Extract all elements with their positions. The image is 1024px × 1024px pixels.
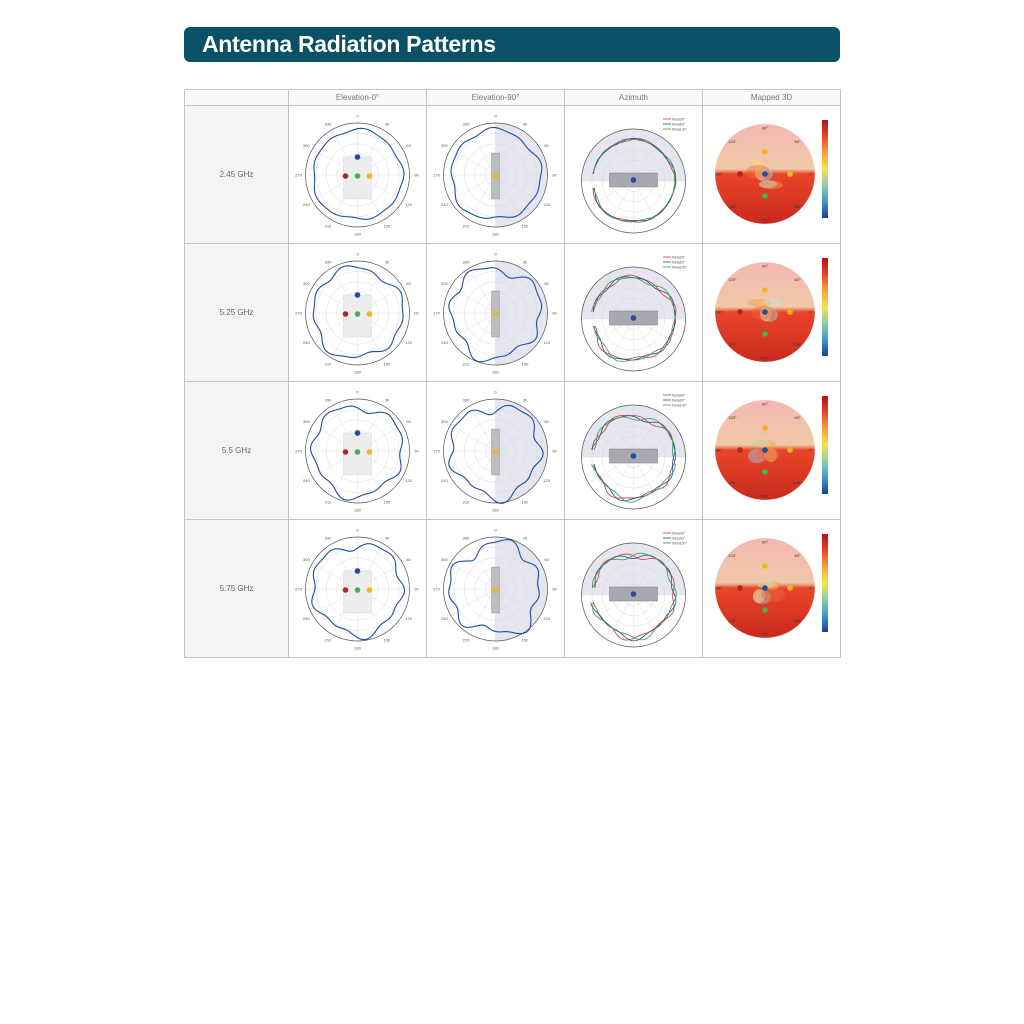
elevation-90-plot (427, 520, 565, 658)
angle-label: 120 (405, 340, 412, 345)
angle-label: 90 (552, 586, 557, 592)
plot-svg (703, 106, 840, 243)
angle-label: 60° (794, 414, 801, 420)
angle-label: 90 (552, 448, 557, 454)
marker-dot (355, 587, 361, 593)
azimuth-legend (663, 117, 688, 131)
angle-label: 150 (521, 223, 529, 229)
header-mapped-3d: Mapped 3D (703, 90, 841, 106)
azimuth-plot (565, 106, 703, 244)
angle-label: 60 (544, 419, 549, 424)
marker-dot (631, 453, 637, 459)
legend-label: theta60° (672, 122, 686, 127)
angle-label: 210 (462, 637, 470, 643)
angle-label: 180° (714, 447, 724, 453)
legend-label: theta90° (672, 255, 686, 260)
angle-label: 30 (522, 259, 528, 265)
angle-label: 120° (728, 552, 737, 558)
plot-svg (703, 520, 840, 657)
marker-dot (762, 149, 768, 155)
angle-label: 270 (295, 172, 302, 178)
marker-dots (493, 311, 499, 317)
angle-label: 60 (406, 557, 411, 562)
angle-label: 180 (354, 369, 361, 375)
marker-dot (355, 568, 361, 574)
angle-label: 60 (406, 143, 411, 148)
angle-label: 330 (324, 259, 332, 265)
colorbar (822, 534, 828, 632)
angle-label: 240 (441, 340, 448, 345)
legend-label: theta100° (672, 265, 688, 270)
legend-label: theta60° (672, 260, 686, 265)
frequency-label: 5.25 GHz (185, 244, 289, 382)
marker-dot (493, 311, 499, 317)
angle-label: 30 (384, 121, 390, 127)
angle-label: 330 (462, 397, 470, 403)
angle-label: 0 (356, 251, 359, 257)
marker-dot (493, 173, 499, 179)
marker-dot (343, 173, 349, 179)
angle-label: 60 (406, 281, 411, 286)
angle-label: 60 (544, 281, 549, 286)
marker-dot (762, 563, 768, 569)
angle-label: 270° (760, 355, 770, 361)
legend-label: theta60° (672, 398, 686, 403)
angle-label: 270 (295, 448, 302, 454)
angle-label: 330 (462, 121, 470, 127)
angle-label: 180 (492, 231, 499, 237)
marker-dot (355, 154, 361, 160)
angle-label: 90 (552, 310, 557, 316)
angle-label: 150 (383, 223, 391, 229)
marker-dot (737, 447, 743, 453)
marker-dot (787, 171, 793, 177)
angle-label: 60 (544, 557, 549, 562)
colorbar (822, 258, 828, 356)
marker-dots (631, 591, 637, 597)
marker-dot (762, 331, 768, 337)
heat-blob (764, 298, 782, 306)
colorbar (822, 120, 828, 218)
heat-blob (756, 447, 780, 461)
plot-svg (427, 106, 564, 243)
angle-label: 60 (406, 419, 411, 424)
angle-label: 0° (809, 309, 813, 315)
plot-svg (427, 520, 564, 657)
marker-dot (367, 311, 373, 317)
plot-svg (289, 382, 426, 519)
angle-label: 30 (522, 397, 528, 403)
angle-label: 60 (544, 143, 549, 148)
angle-label: 120 (543, 202, 550, 207)
angle-label: 90 (414, 586, 419, 592)
plot-svg (565, 244, 702, 381)
table-header-row (185, 90, 841, 106)
angle-label: 240 (441, 478, 448, 483)
angle-label: 300 (303, 557, 310, 562)
azimuth-legend (663, 255, 688, 269)
marker-dot (367, 449, 373, 455)
angle-label: 0 (356, 389, 359, 395)
marker-dot (355, 430, 361, 436)
marker-dot (631, 591, 637, 597)
angle-label: 180 (492, 507, 499, 513)
angle-label: 330 (324, 397, 332, 403)
angle-label: 240 (303, 202, 310, 207)
angle-label: 0° (809, 447, 813, 453)
angle-label: 150 (383, 637, 391, 643)
angle-label: 90 (414, 172, 419, 178)
angle-label: 120 (543, 340, 550, 345)
angle-label: 210 (462, 223, 470, 229)
marker-dot (631, 315, 637, 321)
plot-svg (427, 382, 564, 519)
marker-dot (343, 587, 349, 593)
legend-label: theta90° (672, 393, 686, 398)
angle-label: 120 (405, 616, 412, 621)
angle-label: 90 (414, 448, 419, 454)
page-title: Antenna Radiation Patterns (202, 31, 496, 57)
marker-dots (631, 315, 637, 321)
marker-dot (737, 171, 743, 177)
angle-label: 270 (295, 310, 302, 316)
plot-svg (289, 244, 426, 381)
angle-label: 240° (728, 480, 737, 486)
angle-label: 270° (760, 631, 770, 637)
angle-label: 330 (324, 121, 332, 127)
plot-svg (565, 520, 702, 657)
angle-label: 240 (441, 202, 448, 207)
marker-dot (762, 309, 768, 315)
header-blank (185, 90, 289, 106)
angle-label: 0 (494, 251, 497, 257)
frequency-label: 5.5 GHz (185, 382, 289, 520)
marker-dot (762, 585, 768, 591)
angle-label: 240° (728, 204, 737, 210)
angle-label: 270 (433, 448, 440, 454)
marker-dot (367, 173, 373, 179)
elevation-90-plot (427, 244, 565, 382)
angle-label: 180 (354, 231, 361, 237)
angle-label: 240° (728, 618, 737, 624)
angle-label: 180° (714, 309, 724, 315)
angle-label: 240 (303, 340, 310, 345)
angle-label: 150 (521, 361, 529, 367)
colorbar (822, 396, 828, 494)
angle-label: 300° (793, 480, 802, 486)
header-azimuth: Azimuth (565, 90, 703, 106)
elevation-0-plot (289, 106, 427, 244)
heat-blob (752, 439, 770, 447)
legend-label: theta90° (672, 117, 686, 122)
marker-dot (762, 607, 768, 613)
table-row (185, 382, 841, 520)
plot-svg (703, 244, 840, 381)
angle-label: 270° (760, 217, 770, 223)
elevation-0-plot (289, 244, 427, 382)
angle-label: 300 (303, 143, 310, 148)
header-elevation-0: Elevation-0° (289, 90, 427, 106)
angle-label: 180° (714, 171, 724, 177)
plot-svg (289, 520, 426, 657)
angle-label: 300° (793, 618, 802, 624)
plot-svg (565, 106, 702, 243)
angle-label: 60° (794, 552, 801, 558)
marker-dot (737, 585, 743, 591)
angle-label: 210 (462, 361, 470, 367)
marker-dot (762, 447, 768, 453)
azimuth-legend (663, 531, 688, 545)
marker-dots (493, 587, 499, 593)
legend-label: theta100° (672, 403, 688, 408)
marker-dot (355, 292, 361, 298)
angle-label: 90° (761, 263, 769, 269)
angle-label: 150 (383, 499, 391, 505)
angle-label: 300 (303, 419, 310, 424)
angle-label: 180° (714, 585, 724, 591)
table-row (185, 520, 841, 658)
elevation-0-plot (289, 520, 427, 658)
angle-label: 180 (492, 645, 499, 651)
angle-label: 300 (441, 557, 448, 562)
angle-label: 240 (441, 616, 448, 621)
angle-label: 270° (760, 493, 770, 499)
title-banner (184, 27, 840, 62)
angle-label: 210 (324, 223, 332, 229)
angle-label: 180 (354, 645, 361, 651)
marker-dot (762, 425, 768, 431)
marker-dot (355, 449, 361, 455)
azimuth-plot (565, 382, 703, 520)
angle-label: 120° (728, 414, 737, 420)
angle-label: 120 (405, 478, 412, 483)
marker-dots (493, 449, 499, 455)
angle-label: 210 (324, 361, 332, 367)
angle-label: 300 (441, 281, 448, 286)
legend-label: theta90° (672, 531, 686, 536)
angle-label: 240° (728, 342, 737, 348)
marker-dot (762, 469, 768, 475)
angle-label: 60° (794, 276, 801, 282)
angle-label: 270 (433, 172, 440, 178)
azimuth-plot (565, 520, 703, 658)
angle-label: 210 (324, 499, 332, 505)
angle-label: 180 (354, 507, 361, 513)
elevation-0-plot (289, 382, 427, 520)
azimuth-legend (663, 393, 688, 407)
heat-blob (759, 180, 777, 188)
angle-label: 90° (761, 539, 769, 545)
marker-dot (493, 587, 499, 593)
angle-label: 330 (462, 259, 470, 265)
marker-dot (343, 311, 349, 317)
marker-dot (762, 193, 768, 199)
angle-label: 210 (462, 499, 470, 505)
angle-label: 90° (761, 401, 769, 407)
azimuth-plot (565, 244, 703, 382)
angle-label: 0° (809, 171, 813, 177)
marker-dot (355, 311, 361, 317)
angle-label: 120° (728, 138, 737, 144)
marker-dot (343, 449, 349, 455)
angle-label: 330 (462, 535, 470, 541)
angle-label: 330 (324, 535, 332, 541)
header-elevation-90: Elevation-90° (427, 90, 565, 106)
marker-dot (737, 309, 743, 315)
angle-label: 30 (384, 259, 390, 265)
angle-label: 120 (543, 616, 550, 621)
angle-label: 0 (494, 389, 497, 395)
angle-label: 90 (552, 172, 557, 178)
elevation-90-plot (427, 382, 565, 520)
elevation-90-plot (427, 106, 565, 244)
angle-label: 300° (793, 342, 802, 348)
angle-label: 270 (433, 310, 440, 316)
angle-label: 90° (761, 125, 769, 131)
angle-label: 120° (728, 276, 737, 282)
angle-label: 120 (405, 202, 412, 207)
marker-dot (367, 587, 373, 593)
mapped-3d-plot (703, 106, 841, 244)
angle-label: 0 (356, 113, 359, 119)
angle-label: 30 (522, 535, 528, 541)
table-row (185, 244, 841, 382)
marker-dot (787, 447, 793, 453)
legend-label: theta100° (672, 541, 688, 546)
angle-label: 90 (414, 310, 419, 316)
angle-label: 300 (303, 281, 310, 286)
marker-dot (762, 287, 768, 293)
angle-label: 270 (295, 586, 302, 592)
legend-label: theta60° (672, 536, 686, 541)
angle-label: 0 (356, 527, 359, 533)
plot-svg (289, 106, 426, 243)
angle-label: 150 (383, 361, 391, 367)
mapped-3d-plot (703, 520, 841, 658)
plot-svg (427, 244, 564, 381)
angle-label: 120 (543, 478, 550, 483)
legend-label: theta100° (672, 127, 688, 132)
marker-dot (762, 171, 768, 177)
table-row (185, 106, 841, 244)
marker-dots (631, 453, 637, 459)
angle-label: 30 (384, 397, 390, 403)
angle-label: 180 (492, 369, 499, 375)
angle-label: 0 (494, 527, 497, 533)
angle-label: 30 (522, 121, 528, 127)
angle-label: 150 (521, 499, 529, 505)
angle-label: 240 (303, 478, 310, 483)
plot-svg (565, 382, 702, 519)
angle-label: 270 (433, 586, 440, 592)
mapped-3d-plot (703, 244, 841, 382)
angle-label: 60° (794, 138, 801, 144)
frequency-label: 2.45 GHz (185, 106, 289, 244)
mapped-3d-plot (703, 382, 841, 520)
marker-dots (493, 173, 499, 179)
marker-dot (787, 309, 793, 315)
frequency-label: 5.75 GHz (185, 520, 289, 658)
angle-label: 300 (441, 143, 448, 148)
angle-label: 0° (809, 585, 813, 591)
marker-dot (787, 585, 793, 591)
marker-dots (631, 177, 637, 183)
marker-dot (355, 173, 361, 179)
marker-dot (493, 449, 499, 455)
angle-label: 300 (441, 419, 448, 424)
angle-label: 210 (324, 637, 332, 643)
angle-label: 30 (384, 535, 390, 541)
angle-label: 240 (303, 616, 310, 621)
radiation-pattern-table (184, 89, 841, 658)
angle-label: 150 (521, 637, 529, 643)
plot-svg (703, 382, 840, 519)
angle-label: 0 (494, 113, 497, 119)
angle-label: 300° (793, 204, 802, 210)
marker-dot (631, 177, 637, 183)
